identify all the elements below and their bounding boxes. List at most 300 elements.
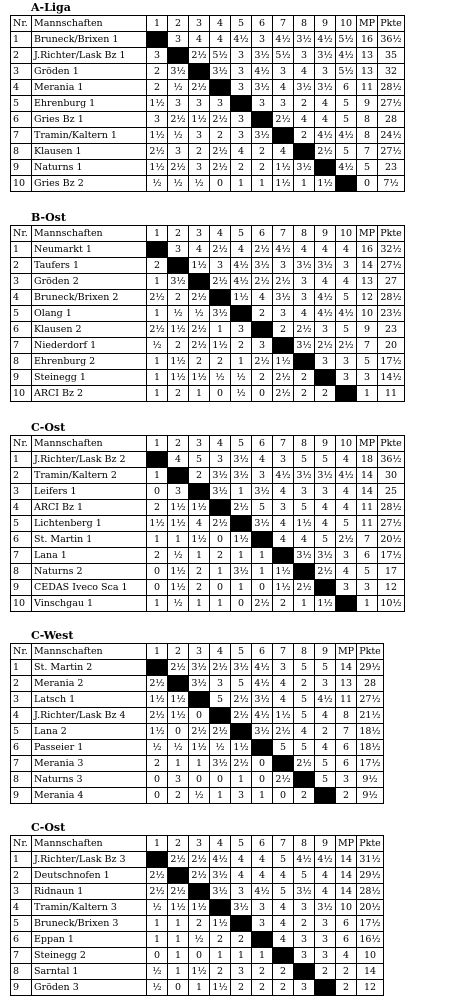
rank-cell: 5 <box>11 516 32 532</box>
rank-cell: 5 <box>11 306 32 322</box>
team-name: Tramin/Kaltern 3 <box>32 900 147 916</box>
match-points: 13 <box>357 274 378 290</box>
team-name: Merania 3 <box>32 756 147 772</box>
match-points: 14 <box>357 258 378 274</box>
diagonal-cell <box>147 452 168 468</box>
score-cell: 2 <box>294 370 315 386</box>
score-cell: 2½ <box>336 532 357 548</box>
score-cell: 3½ <box>210 484 231 500</box>
header-cell: 7 <box>273 436 294 452</box>
team-row <box>11 468 405 484</box>
score-cell: 2½ <box>189 48 210 64</box>
header-cell: 1 <box>147 226 168 242</box>
score-cell: 2½ <box>231 756 252 772</box>
score-cell: 0 <box>189 772 210 788</box>
score-cell: 3 <box>168 144 189 160</box>
score-cell: 2 <box>252 144 273 160</box>
score-cell: 1½ <box>147 724 168 740</box>
score-cell: 3 <box>294 980 315 996</box>
team-row <box>11 32 405 48</box>
match-points: 3 <box>357 370 378 386</box>
score-cell: 2½ <box>252 596 273 612</box>
score-cell: ½ <box>189 932 210 948</box>
score-cell: 1 <box>252 176 273 192</box>
header-cell: 4 <box>210 436 231 452</box>
score-cell: 4½ <box>231 32 252 48</box>
score-cell: 2 <box>273 596 294 612</box>
score-cell: 1 <box>189 596 210 612</box>
score-cell: 3½ <box>315 548 336 564</box>
score-cell: 3 <box>252 916 273 932</box>
board-points: 36½ <box>378 452 405 468</box>
team-row <box>11 708 384 724</box>
score-cell: ½ <box>189 176 210 192</box>
score-cell: 3 <box>189 128 210 144</box>
score-cell: 3 <box>189 96 210 112</box>
team-name: Sarntal 1 <box>32 964 147 980</box>
match-points: 6 <box>336 932 357 948</box>
score-cell: 4 <box>315 868 336 884</box>
team-row <box>11 386 405 402</box>
score-cell: 2½ <box>315 564 336 580</box>
score-cell: 4½ <box>273 468 294 484</box>
score-cell: 2½ <box>231 500 252 516</box>
score-cell: 2 <box>147 80 168 96</box>
score-cell: 3 <box>294 48 315 64</box>
team-name: Merania 1 <box>32 80 147 96</box>
header-cell: 2 <box>168 436 189 452</box>
team-name: Leifers 1 <box>32 484 147 500</box>
score-cell: 1 <box>252 548 273 564</box>
rank-cell: 3 <box>11 274 32 290</box>
score-cell: 2½ <box>252 274 273 290</box>
score-cell: 1½ <box>168 354 189 370</box>
score-cell: 2 <box>252 980 273 996</box>
score-cell: 3 <box>231 128 252 144</box>
board-points: 28½ <box>357 884 384 900</box>
score-cell: 0 <box>168 724 189 740</box>
match-points: 18 <box>357 452 378 468</box>
header-row <box>11 16 405 32</box>
diagonal-cell <box>147 242 168 258</box>
match-points: 13 <box>357 64 378 80</box>
score-cell: ½ <box>168 548 189 564</box>
score-cell: 2½ <box>315 338 336 354</box>
match-points: 14 <box>357 484 378 500</box>
score-cell: 1½ <box>231 532 252 548</box>
team-name: J.Richter/Lask Bz 3 <box>32 852 147 868</box>
diagonal-cell <box>189 884 210 900</box>
header-cell: 5 <box>231 226 252 242</box>
score-cell: 3 <box>294 932 315 948</box>
match-points: 9 <box>357 322 378 338</box>
diagonal-cell <box>315 370 336 386</box>
rank-cell: 4 <box>11 900 32 916</box>
header-cell: Pkte <box>378 226 405 242</box>
score-cell: 2 <box>252 370 273 386</box>
team-row <box>11 484 405 500</box>
team-name: Olang 1 <box>32 306 147 322</box>
match-points: 3 <box>357 580 378 596</box>
team-row <box>11 338 405 354</box>
header-cell: 10 <box>336 436 357 452</box>
team-row <box>11 948 384 964</box>
header-cell: 1 <box>147 436 168 452</box>
diagonal-cell <box>273 948 294 964</box>
score-cell: 6 <box>336 80 357 96</box>
score-cell: 3½ <box>231 564 252 580</box>
score-cell: 1½ <box>168 564 189 580</box>
board-points: 27½ <box>378 516 405 532</box>
score-cell: 2 <box>252 306 273 322</box>
header-cell: 6 <box>252 16 273 32</box>
score-cell: ½ <box>189 788 210 804</box>
score-cell: 2½ <box>294 322 315 338</box>
team-name: J.Richter/Lask Bz 1 <box>32 48 147 64</box>
diagonal-cell <box>147 660 168 676</box>
score-cell: 5 <box>294 452 315 468</box>
team-name: Bruneck/Brixen 3 <box>32 916 147 932</box>
team-name: ARCI Bz 1 <box>32 500 147 516</box>
score-cell: 3½ <box>252 516 273 532</box>
score-cell: 1½ <box>168 692 189 708</box>
rank-cell: 2 <box>11 48 32 64</box>
score-cell: 3½ <box>231 468 252 484</box>
rank-cell: 5 <box>11 916 32 932</box>
board-points: 28½ <box>378 290 405 306</box>
score-cell: 3½ <box>315 468 336 484</box>
score-cell: 2½ <box>210 516 231 532</box>
score-cell: 4 <box>273 484 294 500</box>
score-cell: 4 <box>294 242 315 258</box>
board-points: 28 <box>378 112 405 128</box>
score-cell: 3 <box>315 484 336 500</box>
rank-cell: 6 <box>11 112 32 128</box>
score-cell: 3½ <box>210 868 231 884</box>
score-cell: 3½ <box>294 548 315 564</box>
score-cell: 0 <box>147 580 168 596</box>
team-name: Gröden 2 <box>32 274 147 290</box>
score-cell: 3 <box>273 96 294 112</box>
score-cell: 1 <box>210 564 231 580</box>
rank-cell: 2 <box>11 868 32 884</box>
score-cell: 3 <box>231 322 252 338</box>
score-cell: ½ <box>147 964 168 980</box>
score-cell: 3 <box>252 900 273 916</box>
rank-cell: 7 <box>11 338 32 354</box>
header-cell: Mannschaften <box>32 836 147 852</box>
score-cell: 1 <box>168 532 189 548</box>
header-cell: 8 <box>294 226 315 242</box>
diagonal-cell <box>315 788 336 804</box>
rank-cell: 8 <box>11 772 32 788</box>
score-cell: 1 <box>147 468 168 484</box>
header-cell: 6 <box>252 644 273 660</box>
rank-cell: 9 <box>11 160 32 176</box>
section-title: A-Liga <box>31 1 71 14</box>
team-name: Steinegg 2 <box>32 948 147 964</box>
score-cell: 2½ <box>210 160 231 176</box>
header-cell: 3 <box>189 644 210 660</box>
match-points: 1 <box>357 596 378 612</box>
score-cell: 3 <box>273 452 294 468</box>
score-cell: 3½ <box>231 660 252 676</box>
rank-cell: 6 <box>11 322 32 338</box>
score-cell: 1½ <box>315 596 336 612</box>
header-cell: 3 <box>189 226 210 242</box>
team-name: Passeier 1 <box>32 740 147 756</box>
score-cell: 3 <box>294 290 315 306</box>
board-points: 20½ <box>357 900 384 916</box>
score-cell: 3 <box>168 96 189 112</box>
rank-cell: 4 <box>11 500 32 516</box>
score-cell: 3 <box>210 258 231 274</box>
header-row <box>11 436 405 452</box>
score-cell: 4½ <box>336 468 357 484</box>
diagonal-cell <box>231 724 252 740</box>
score-cell: 1½ <box>168 708 189 724</box>
header-row <box>11 644 384 660</box>
score-cell: 1½ <box>168 580 189 596</box>
score-cell: 2½ <box>252 354 273 370</box>
team-row <box>11 772 384 788</box>
team-name: Klausen 1 <box>32 144 147 160</box>
score-cell: 4 <box>231 144 252 160</box>
header-cell: MP <box>357 436 378 452</box>
header-cell: 2 <box>168 836 189 852</box>
board-points: 17 <box>378 564 405 580</box>
score-cell: 4 <box>336 242 357 258</box>
score-cell: 1 <box>210 788 231 804</box>
team-row <box>11 160 405 176</box>
score-cell: 3 <box>231 112 252 128</box>
score-cell: 2½ <box>189 80 210 96</box>
board-points: 16½ <box>357 932 384 948</box>
score-cell: 3½ <box>168 274 189 290</box>
score-cell: 2 <box>231 932 252 948</box>
score-cell: 4½ <box>315 290 336 306</box>
score-cell: 1 <box>189 756 210 772</box>
board-points: 35 <box>378 48 405 64</box>
diagonal-cell <box>168 468 189 484</box>
match-points: 6 <box>336 916 357 932</box>
score-cell: 2½ <box>273 112 294 128</box>
rank-cell: 6 <box>11 532 32 548</box>
score-cell: 4 <box>336 484 357 500</box>
score-cell: 3 <box>147 48 168 64</box>
board-points: 11 <box>378 386 405 402</box>
diagonal-cell <box>252 112 273 128</box>
header-cell: 6 <box>252 436 273 452</box>
match-points: 14 <box>357 468 378 484</box>
score-cell: 3 <box>168 32 189 48</box>
score-cell: 2½ <box>210 724 231 740</box>
diagonal-cell <box>168 868 189 884</box>
score-cell: 4 <box>315 242 336 258</box>
score-cell: 4 <box>273 868 294 884</box>
crosstable <box>10 835 384 996</box>
team-row <box>11 676 384 692</box>
match-points: 11 <box>336 692 357 708</box>
score-cell: 1½ <box>168 322 189 338</box>
score-cell: 1 <box>231 176 252 192</box>
score-cell: 4½ <box>336 48 357 64</box>
board-points: 27 <box>378 274 405 290</box>
score-cell: 2 <box>168 788 189 804</box>
score-cell: 3 <box>294 274 315 290</box>
rank-cell: 8 <box>11 354 32 370</box>
score-cell: 2½ <box>189 338 210 354</box>
team-row <box>11 964 384 980</box>
team-row <box>11 932 384 948</box>
rank-cell: 8 <box>11 564 32 580</box>
score-cell: 3 <box>315 354 336 370</box>
header-cell: 5 <box>231 644 252 660</box>
team-name: Naturns 1 <box>32 160 147 176</box>
score-cell: 5 <box>273 852 294 868</box>
score-cell: 1 <box>168 964 189 980</box>
section-title: C-West <box>31 629 74 642</box>
league-section <box>10 628 384 804</box>
rank-cell: 5 <box>11 724 32 740</box>
score-cell: 2 <box>294 916 315 932</box>
score-cell: 3 <box>315 948 336 964</box>
team-name: Lana 1 <box>32 548 147 564</box>
score-cell: 2 <box>189 354 210 370</box>
score-cell: 1 <box>210 322 231 338</box>
board-points: 20 <box>378 338 405 354</box>
score-cell: 1½ <box>168 516 189 532</box>
board-points: 18½ <box>357 740 384 756</box>
score-cell: 3 <box>210 96 231 112</box>
team-row <box>11 756 384 772</box>
score-cell: 1 <box>168 916 189 932</box>
score-cell: 3 <box>210 676 231 692</box>
score-cell: 3½ <box>294 32 315 48</box>
board-points: 17½ <box>378 548 405 564</box>
score-cell: 4 <box>315 884 336 900</box>
score-cell: 2 <box>147 64 168 80</box>
score-cell: 2½ <box>189 322 210 338</box>
score-cell: 1 <box>147 932 168 948</box>
team-row <box>11 80 405 96</box>
score-cell: 2½ <box>273 772 294 788</box>
score-cell: 2½ <box>147 322 168 338</box>
rank-cell: 2 <box>11 258 32 274</box>
header-cell: Mannschaften <box>32 16 147 32</box>
score-cell: 5½ <box>273 48 294 64</box>
score-cell: 3½ <box>210 306 231 322</box>
team-row <box>11 724 384 740</box>
score-cell: 2½ <box>273 370 294 386</box>
score-cell: 2 <box>210 128 231 144</box>
header-cell: Nr. <box>11 644 32 660</box>
score-cell: 2½ <box>147 290 168 306</box>
match-points: 7 <box>357 338 378 354</box>
score-cell: 2½ <box>189 724 210 740</box>
score-cell: 5 <box>315 532 336 548</box>
rank-cell: 3 <box>11 692 32 708</box>
score-cell: 0 <box>210 532 231 548</box>
score-cell: 1 <box>147 274 168 290</box>
match-points: 2 <box>336 788 357 804</box>
score-cell: 2½ <box>210 144 231 160</box>
rank-cell: 1 <box>11 32 32 48</box>
score-cell: 2½ <box>210 112 231 128</box>
score-cell: 4 <box>273 932 294 948</box>
rank-cell: 10 <box>11 596 32 612</box>
board-points: 12 <box>357 980 384 996</box>
header-row <box>11 226 405 242</box>
team-row <box>11 580 405 596</box>
diagonal-cell <box>210 708 231 724</box>
score-cell: 4½ <box>252 676 273 692</box>
diagonal-cell <box>252 740 273 756</box>
match-points: 7 <box>357 144 378 160</box>
score-cell: 2 <box>168 290 189 306</box>
score-cell: 1½ <box>315 176 336 192</box>
team-name: Ehrenburg 1 <box>32 96 147 112</box>
rank-cell: 9 <box>11 370 32 386</box>
score-cell: 4 <box>273 916 294 932</box>
score-cell: 3 <box>336 370 357 386</box>
board-points: 29½ <box>357 660 384 676</box>
score-cell: 1½ <box>147 128 168 144</box>
board-points: 20½ <box>378 532 405 548</box>
diagonal-cell <box>315 160 336 176</box>
match-points: 14 <box>336 660 357 676</box>
board-points: 17½ <box>357 916 384 932</box>
team-name: Gröden 1 <box>32 64 147 80</box>
header-cell: MP <box>357 226 378 242</box>
team-row <box>11 900 384 916</box>
diagonal-cell <box>210 500 231 516</box>
score-cell: 2 <box>231 338 252 354</box>
diagonal-cell <box>294 772 315 788</box>
score-cell: 0 <box>252 756 273 772</box>
score-cell: 4 <box>315 740 336 756</box>
diagonal-cell <box>252 532 273 548</box>
diagonal-cell <box>294 354 315 370</box>
match-points: 7 <box>357 532 378 548</box>
team-row <box>11 242 405 258</box>
score-cell: 2 <box>294 128 315 144</box>
team-name: J.Richter/Lask Bz 2 <box>32 452 147 468</box>
score-cell: 2 <box>231 160 252 176</box>
header-cell: 8 <box>294 436 315 452</box>
score-cell: 3 <box>336 548 357 564</box>
score-cell: 2½ <box>189 290 210 306</box>
score-cell: 1½ <box>189 740 210 756</box>
board-points: 23 <box>378 160 405 176</box>
diagonal-cell <box>147 32 168 48</box>
score-cell: 2 <box>168 386 189 402</box>
score-cell: 2½ <box>168 660 189 676</box>
score-cell: 4½ <box>273 32 294 48</box>
board-points: 27½ <box>378 96 405 112</box>
diagonal-cell <box>231 916 252 932</box>
match-points: 10 <box>357 306 378 322</box>
score-cell: 3 <box>273 660 294 676</box>
score-cell: 2½ <box>189 868 210 884</box>
rank-cell: 2 <box>11 468 32 484</box>
header-cell: 2 <box>168 226 189 242</box>
score-cell: 1½ <box>189 964 210 980</box>
match-points: 4 <box>336 948 357 964</box>
header-cell: 9 <box>315 226 336 242</box>
score-cell: 2 <box>273 322 294 338</box>
score-cell: 3 <box>294 948 315 964</box>
